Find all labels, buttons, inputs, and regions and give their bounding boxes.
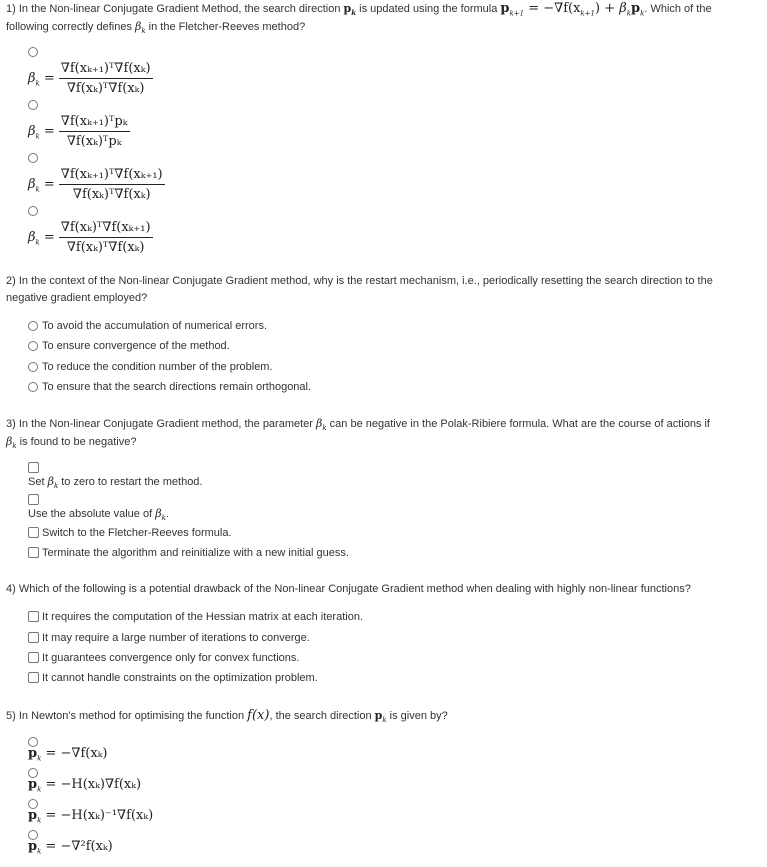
q5-line-1b: , the search direction [269,710,375,722]
q5-option-3: $p_k = -H(x_k)^{-1}\nabla f(x_k)$ [28,808,154,825]
q4-option-1-label[interactable]: It requires the computation of the Hessian matrix at each iteration. [42,611,363,623]
q5-fx: f(x) [247,708,270,723]
q5-option-2-formula: = −H(xₖ)∇f(xₖ) [45,777,142,792]
q1-option-3-denominator: ∇f(xₖ)ᵀ∇f(xₖ) [72,187,151,202]
q3-option-4-label[interactable]: Terminate the algorithm and reinitialize with a new initial guess. [42,547,349,559]
q2-option-3-radio[interactable] [28,362,38,372]
q1-option-3-numerator: ∇f(xₖ₊₁)ᵀ∇f(xₖ₊₁) [59,167,165,185]
q5-option-3-formula: = −H(xₖ)⁻¹∇f(xₖ) [45,808,154,823]
beta-k-label: $\beta_k$ = [28,124,55,141]
q1-text-e: in the Fletcher-Reeves method? [145,21,306,33]
q4-line-1: 4) Which of the following is a potential drawback of the Non-linear Conjugate Gradient method when dealing with highly non-linear functions? [6,583,691,595]
q3-option-2-checkbox[interactable] [28,494,39,505]
q2-line-2: negative gradient employed? [6,292,148,304]
q3-option-3-label[interactable]: Switch to the Fletcher-Reeves formula. [42,527,232,539]
question-1-text [6,0,761,36]
question-4-text [6,581,761,598]
beta-k-label: $\beta_k$ = [28,230,55,247]
q5-option-4-formula: = −∇²f(xₖ) [45,839,113,854]
q1-formula: $p_{k+1} = -\nabla f(x_{k+1}) + \beta_kp_k$ [500,1,645,18]
q1-option-4 [28,220,153,255]
q1-text-b: is updated using the formula [356,3,501,15]
q1-option-1-radio[interactable] [28,47,38,57]
q3-line-1b: can be negative in the Polak-Ribiere formula. What are the course of actions if [326,418,710,430]
q5-option-1-formula: = −∇f(xₖ) [45,746,108,761]
q1-text-c: . Which of the [644,3,712,15]
q1-option-4-numerator: ∇f(xₖ)ᵀ∇f(xₖ₊₁) [59,220,153,238]
q2-option-2-radio[interactable] [28,341,38,351]
q2-option-2-label[interactable]: To ensure convergence of the method. [42,340,230,352]
q4-option-3-checkbox[interactable] [28,652,39,663]
question-5-text [6,707,761,725]
q1-option-1-numerator: ∇f(xₖ₊₁)ᵀ∇f(xₖ) [59,61,153,79]
q1-option-2 [28,114,130,149]
q3-option-4-checkbox[interactable] [28,547,39,558]
q5-option-1: $p_k = -\nabla f(x_k)$ [28,746,108,763]
q5-line-1a: 5) In Newton's method for optimising the function [6,710,248,722]
q3-line-2: is found to be negative? [16,436,137,448]
q5-option-2: $p_k = -H(x_k)\nabla f(x_k)$ [28,777,142,794]
q3-beta: $\beta_k$ [316,417,327,433]
q5-line-1c: is given by? [386,710,448,722]
q1-option-2-numerator: ∇f(xₖ₊₁)ᵀpₖ [59,114,130,132]
q3-option-1-checkbox[interactable] [28,462,39,473]
q5-option-4: $p_k = -\nabla^2f(x_k)$ [28,839,113,856]
q2-option-4-radio[interactable] [28,382,38,392]
q4-option-4-checkbox[interactable] [28,672,39,683]
q2-option-3-label[interactable]: To reduce the condition number of the problem. [42,361,273,373]
q2-option-1-label[interactable]: To avoid the accumulation of numerical errors. [42,320,267,332]
q1-option-1-denominator: ∇f(xₖ)ᵀ∇f(xₖ) [66,81,145,96]
q1-option-3-radio[interactable] [28,153,38,163]
q1-text-d: following correctly defines [6,21,136,33]
q1-option-1 [28,61,153,96]
q1-pk: $p_k$ [343,2,357,18]
q4-option-1-checkbox[interactable] [28,611,39,622]
q4-option-4-label[interactable]: It cannot handle constraints on the optimization problem. [42,672,318,684]
q4-option-2-label[interactable]: It may require a large number of iterations to converge. [42,632,310,644]
q3-option-3-checkbox[interactable] [28,527,39,538]
q2-option-1-radio[interactable] [28,321,38,331]
q5-pk: $p_k$ [374,709,387,725]
q3-option-2-label[interactable]: Use the absolute value of $\beta_k$. [28,507,169,523]
q2-option-4-label[interactable]: To ensure that the search directions remain orthogonal. [42,381,312,393]
q1-text-a: 1) In the Non-linear Conjugate Gradient Method, the search direction [6,3,344,15]
q4-option-3-label[interactable]: It guarantees convergence only for convex functions. [42,652,300,664]
q2-line-1: 2) In the context of the Non-linear Conjugate Gradient method, why is the restart mechanism, i.e., periodically resetting the search direction to the [6,275,713,287]
beta-k-label: $\beta_k$ = [28,71,55,88]
q1-option-3 [28,167,165,202]
q4-option-2-checkbox[interactable] [28,632,39,643]
q1-option-4-radio[interactable] [28,206,38,216]
beta-k-label: $\beta_k$ = [28,177,55,194]
question-3-text [6,415,761,451]
q3-line-1a: 3) In the Non-linear Conjugate Gradient method, the parameter [6,418,317,430]
q1-option-4-denominator: ∇f(xₖ)ᵀ∇f(xₖ) [66,240,145,255]
q3-beta-2: $\beta_k$ [6,435,17,451]
question-2-text [6,273,761,307]
q1-option-2-denominator: ∇f(xₖ)ᵀpₖ [66,134,122,149]
q3-option-1-label[interactable]: Set $\beta_k$ to zero to restart the method. [28,475,203,491]
q1-beta: $\beta_k$ [135,20,146,36]
q1-option-2-radio[interactable] [28,100,38,110]
